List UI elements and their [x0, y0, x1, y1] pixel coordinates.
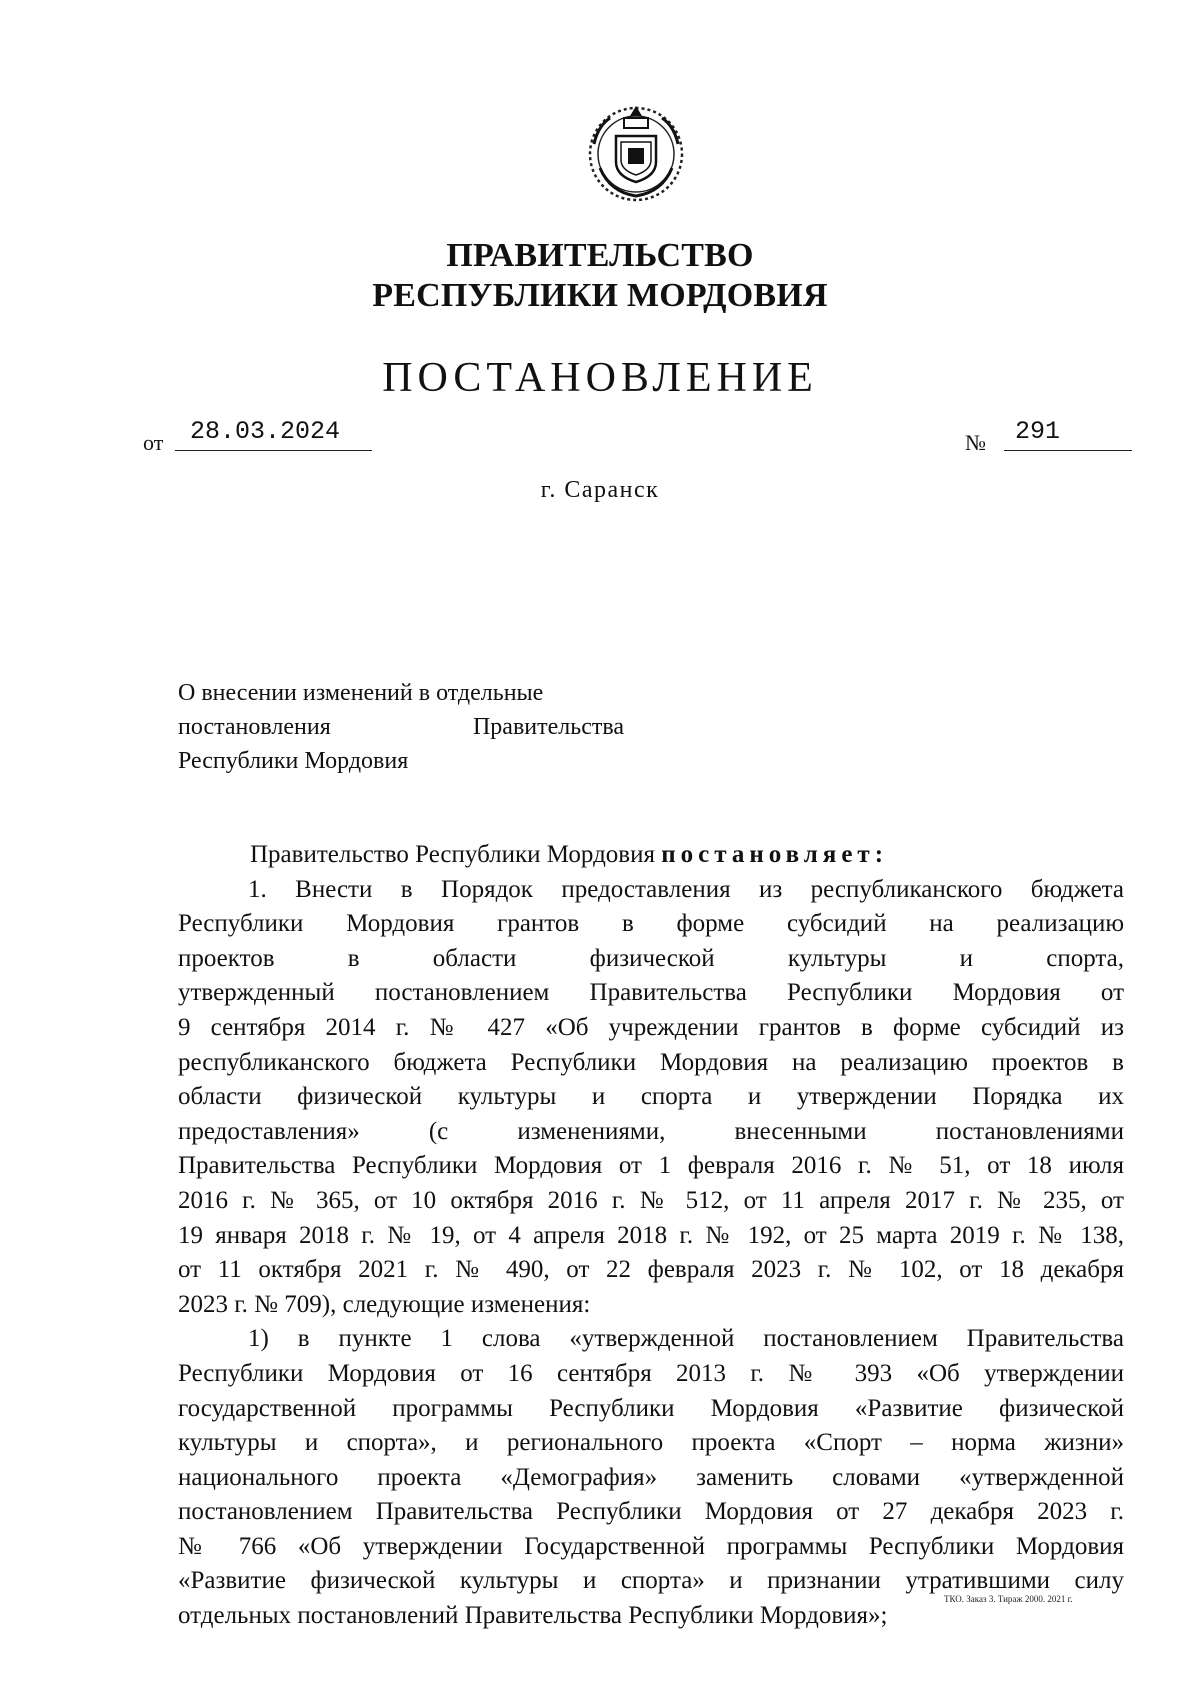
- print-imprint: ТКО. Заказ 3. Тираж 2000. 2021 г.: [944, 1594, 1073, 1604]
- body-line: 19 января 2018 г. № 19, от 4 апреля 2018 г. № 192, от 25 марта 2019 г. № 138,: [178, 1221, 1124, 1249]
- body-line: от 11 октября 2021 г. № 490, от 22 февраля 2023 г. № 102, от 18 декабря: [178, 1256, 1124, 1284]
- body-line: утвержденный постановлением Правительства Республики Мордовия от: [178, 979, 1124, 1007]
- body-line: 9 сентября 2014 г. № 427 «Об учреждении грантов в форме субсидий из: [178, 1013, 1124, 1041]
- body-line: области физической культуры и спорта и утверждении Порядка их: [178, 1083, 1124, 1111]
- body-intro: [178, 838, 1124, 873]
- city: г. Саранск: [540, 477, 660, 503]
- date-underline: [175, 450, 372, 451]
- subject-word: постановления: [178, 714, 331, 740]
- intro-resolves: постановляет:: [661, 841, 889, 868]
- number-label: №: [965, 430, 986, 455]
- body-line: республиканского бюджета Республики Мордовия на реализацию проектов в: [178, 1048, 1124, 1076]
- subject-word: Правительства: [472, 714, 624, 740]
- body-line: национального проекта «Демография» заменить словами «утвержденной: [178, 1463, 1124, 1491]
- document-body: [178, 838, 1124, 1634]
- body-line: 1. Внести в Порядок предоставления из республиканского бюджета: [248, 875, 1124, 903]
- number-value: 291: [1015, 417, 1061, 446]
- date-label: от: [143, 430, 164, 455]
- body-line: № 766 «Об утверждении Государственной программы Республики Мордовия: [178, 1532, 1124, 1560]
- body-line: культуры и спорта», и регионального проекта «Спорт – норма жизни»: [178, 1429, 1124, 1457]
- subject-line: [178, 710, 624, 744]
- body-line: 2016 г. № 365, от 10 октября 2016 г. № 512, от 11 апреля 2017 г. № 235, от: [178, 1186, 1124, 1214]
- body-line: проектов в области физической культуры и спорта,: [178, 944, 1124, 972]
- document-type: ПОСТАНОВЛЕНИЕ: [382, 355, 818, 401]
- body-line: Республики Мордовия грантов в форме субсидий на реализацию: [178, 910, 1124, 938]
- coat-of-arms-icon: [580, 96, 692, 208]
- body-line: предоставления» (с изменениями, внесенными постановлениями: [178, 1117, 1124, 1145]
- body-line: отдельных постановлений Правительства Республики Мордовия»;: [178, 1602, 888, 1630]
- subject-line: Республики Мордовия: [178, 748, 409, 774]
- body-line: «Развитие физической культуры и спорта» и признании утратившими силу: [178, 1567, 1124, 1595]
- org-title-line1: ПРАВИТЕЛЬСТВО: [446, 237, 754, 274]
- date-value: 28.03.2024: [190, 417, 341, 446]
- body-line: постановлением Правительства Республики Мордовия от 27 декабря 2023 г.: [178, 1498, 1124, 1526]
- body-line: государственной программы Республики Мордовия «Развитие физической: [178, 1394, 1124, 1422]
- org-title-line2: РЕСПУБЛИКИ МОРДОВИЯ: [372, 277, 828, 314]
- body-line: 1) в пункте 1 слова «утвержденной постановлением Правительства: [248, 1325, 1124, 1353]
- body-line: Правительства Республики Мордовия от 1 февраля 2016 г. № 51, от 18 июля: [178, 1152, 1124, 1180]
- subject-line: О внесении изменений в отдельные: [178, 680, 544, 706]
- body-line: 2023 г. № 709), следующие изменения:: [178, 1290, 591, 1318]
- body-line: Республики Мордовия от 16 сентября 2013 г. № 393 «Об утверждении: [178, 1359, 1124, 1387]
- number-underline: [1004, 450, 1132, 451]
- intro-text: Правительство Республики Мордовия: [250, 841, 662, 868]
- document-subject: [178, 676, 628, 778]
